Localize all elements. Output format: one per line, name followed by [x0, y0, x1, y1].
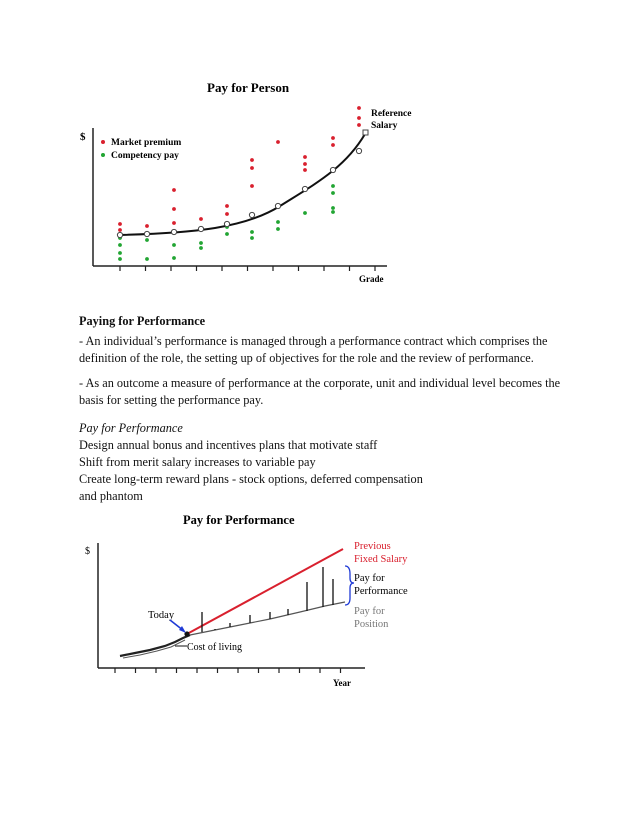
market-premium-dot	[276, 140, 280, 144]
market-premium-dot	[199, 217, 203, 221]
pay-for-performance-label-2: Performance	[354, 586, 408, 597]
competency-pay-dot	[199, 246, 203, 250]
competency-pay-dot	[199, 241, 203, 245]
pay-for-person-chart	[75, 78, 412, 288]
legend-market-label: Market premium	[111, 138, 182, 148]
competency-pay-dot	[250, 236, 254, 240]
fig1-x-label: Grade	[359, 274, 384, 284]
competency-pay-dot	[145, 257, 149, 261]
competency-pay-dot	[331, 191, 335, 195]
paragraph-performance-measure: - As an outcome a measure of performance at the corporate, unit and individual level becomes the basis for setting the performance pay.	[79, 376, 561, 407]
market-premium-dot	[331, 143, 335, 147]
list-item: Design annual bonus and incentives plans that motivate staff	[79, 438, 378, 452]
salary-point	[224, 221, 229, 226]
pay-for-position-label-1: Pay for	[354, 606, 385, 617]
list-title: Pay for Performance	[79, 421, 183, 435]
competency-pay-dot	[331, 206, 335, 210]
reference-label: Reference	[371, 109, 412, 119]
pay-for-performance-list	[79, 420, 579, 505]
fig1-y-symbol: $	[80, 131, 86, 143]
competency-pay-dot	[276, 227, 280, 231]
competency-pay-dot	[303, 211, 307, 215]
competency-pay-dot	[225, 232, 229, 236]
market-premium-dot	[357, 116, 361, 120]
fig1-title: Pay for Person	[207, 80, 290, 95]
competency-pay-dot	[172, 243, 176, 247]
salary-point	[117, 232, 122, 237]
competency-pay-dot	[276, 220, 280, 224]
paragraph-performance-contract: - An individual’s performance is managed through a performance contract which comprises the definition of the role, the setting up of objectives for the role and the review of performance.	[79, 334, 548, 365]
previous-fixed-salary-line	[187, 549, 343, 634]
section-heading: Paying for Performance	[79, 314, 206, 328]
competency-pay-dot	[145, 238, 149, 242]
fig2-y-symbol: $	[85, 546, 90, 557]
market-premium-dot	[303, 162, 307, 166]
salary-point	[144, 231, 149, 236]
market-premium-dot	[118, 222, 122, 226]
fig1-dots	[117, 106, 368, 261]
salary-label: Salary	[371, 121, 398, 131]
reference-point	[363, 130, 368, 135]
market-premium-dot	[250, 184, 254, 188]
legend-competency-label: Competency pay	[111, 151, 179, 161]
performance-bars	[202, 567, 333, 632]
pay-for-performance-label-1: Pay for	[354, 573, 385, 584]
market-premium-dot	[225, 212, 229, 216]
competency-pay-dot	[118, 251, 122, 255]
legend-market-dot	[101, 140, 105, 144]
market-premium-dot	[303, 168, 307, 172]
salary-point	[330, 167, 335, 172]
pay-for-position-label-2: Position	[354, 619, 389, 630]
list-item: Create long-term reward plans - stock options, deferred compensation	[79, 472, 423, 486]
market-premium-dot	[225, 204, 229, 208]
salary-point	[302, 186, 307, 191]
fig2-title: Pay for Performance	[183, 513, 295, 527]
fixed-salary-label: Fixed Salary	[354, 554, 408, 565]
today-label: Today	[148, 610, 175, 621]
market-premium-dot	[172, 188, 176, 192]
competency-pay-dot	[331, 184, 335, 188]
salary-point	[275, 203, 280, 208]
competency-pay-dot	[331, 210, 335, 214]
salary-point	[249, 212, 254, 217]
reference-salary-curve	[120, 134, 365, 235]
market-premium-dot	[145, 224, 149, 228]
competency-pay-dot	[172, 256, 176, 260]
market-premium-dot	[250, 166, 254, 170]
previous-label: Previous	[354, 541, 391, 552]
market-premium-dot	[357, 106, 361, 110]
competency-pay-dot	[250, 230, 254, 234]
market-premium-dot	[172, 207, 176, 211]
fig2-x-label: Year	[333, 678, 351, 688]
list-item: Shift from merit salary increases to variable pay	[79, 455, 316, 469]
legend-competency-dot	[101, 153, 105, 157]
market-premium-dot	[357, 123, 361, 127]
cost-of-living-label: Cost of living	[187, 642, 243, 653]
salary-point	[356, 148, 361, 153]
pay-for-performance-chart	[75, 508, 415, 693]
market-premium-dot	[118, 228, 122, 232]
pay-for-position-line	[190, 602, 345, 635]
market-premium-dot	[303, 155, 307, 159]
pay-for-performance-brace	[345, 566, 354, 605]
competency-pay-dot	[118, 243, 122, 247]
salary-point	[171, 229, 176, 234]
market-premium-dot	[172, 221, 176, 225]
salary-point	[198, 226, 203, 231]
list-item: and phantom	[79, 489, 143, 503]
market-premium-dot	[331, 136, 335, 140]
market-premium-dot	[250, 158, 254, 162]
competency-pay-dot	[118, 257, 122, 261]
